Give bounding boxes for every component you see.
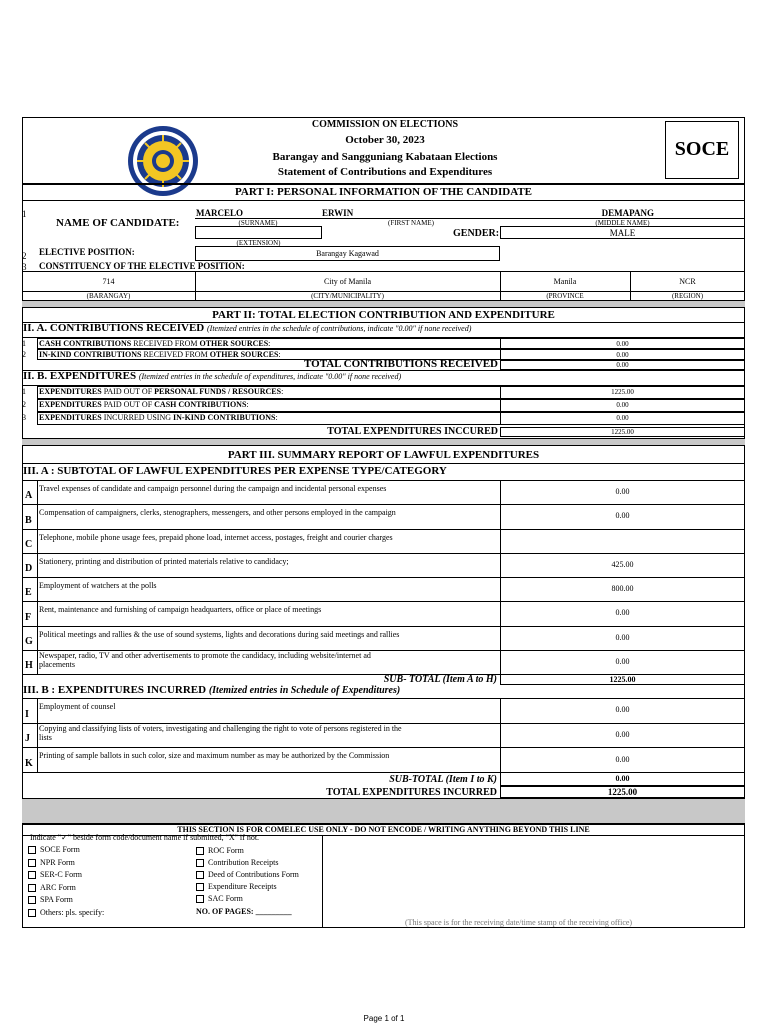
part2a-heading <box>23 322 471 334</box>
label-bold: PERSONAL FUNDS / RESOURCES <box>154 387 282 396</box>
row-line <box>22 577 745 578</box>
item-letter: H <box>25 660 33 671</box>
item-description: Employment of counsel <box>39 702 116 711</box>
subtotal-b-cell <box>500 772 745 786</box>
row-value: 0.00 <box>616 351 629 359</box>
row-value: 1225.00 <box>611 388 634 396</box>
barangay-value: 714 <box>102 277 115 286</box>
page-number: Page 1 of 1 <box>363 1014 405 1023</box>
city-caption: (CITY/MUNICIPALITY) <box>311 292 384 300</box>
extension-field[interactable] <box>195 226 322 239</box>
total-contributions-value: 0.00 <box>616 361 629 369</box>
middle-name-caption: (MIDDLE NAME) <box>595 219 650 227</box>
item-value: 0.00 <box>615 632 630 642</box>
stamp-space-note: (This space is for the receiving date/time stamp of the receiving office) <box>405 918 633 927</box>
label-text: : <box>275 413 278 422</box>
checkbox-label: ROC Form <box>208 846 244 855</box>
agency-name: COMMISSION ON ELECTIONS <box>311 119 459 130</box>
pages-field[interactable] <box>196 907 292 916</box>
item-description: Telephone, mobile phone usage fees, prepaid phone load, internet access, postages, freight and courier charges <box>39 532 393 542</box>
checkbox-label: Expenditure Receipts <box>208 882 277 891</box>
form-code: SOCE <box>674 138 730 160</box>
row-value: 0.00 <box>616 401 629 409</box>
form-code-box <box>665 121 739 179</box>
checkbox-item[interactable] <box>196 870 299 879</box>
name-label: NAME OF CANDIDATE: <box>56 217 180 229</box>
item-letter: F <box>25 611 32 623</box>
checkbox-item[interactable] <box>28 845 80 854</box>
label-text: : <box>246 400 249 409</box>
row-number: 2 <box>22 400 26 409</box>
barangay-caption: (BARANGAY) <box>86 292 131 300</box>
subtotal-b-label: SUB-TOTAL (Item I to K) <box>389 774 497 785</box>
item-value: 425.00 <box>611 559 634 569</box>
checkbox-label: Deed of Contributions Form <box>208 870 299 879</box>
item-letter: D <box>25 563 33 574</box>
checkbox-item[interactable] <box>196 882 277 891</box>
checkbox-icon[interactable] <box>196 859 204 867</box>
grand-total-label: TOTAL EXPENDITURES INCURRED <box>326 787 497 798</box>
checkbox-label: SPA Form <box>40 895 73 904</box>
city-value: City of Manila <box>323 277 372 286</box>
row-line <box>22 504 745 505</box>
label-text: PAID OUT OF <box>101 400 155 409</box>
label-bold: OTHER SOURCES <box>209 350 279 359</box>
label-text: RECEIVED FROM <box>141 350 210 359</box>
row-line <box>22 626 745 627</box>
comelec-instruction: Indicate "✓" beside form code/document name if submitted, "X" if not. <box>30 833 260 842</box>
total-expenditures-label: TOTAL EXPENDITURES INCCURED <box>327 426 498 437</box>
item-description: Employment of watchers at the polls <box>39 581 157 590</box>
part2b-title: II. B. EXPENDITURES <box>23 370 137 382</box>
subtotal-a-cell <box>500 674 745 685</box>
comelec-section-title: THIS SECTION IS FOR COMELEC USE ONLY - DO NOT ENCODE / WRITING ANYTHING BEYOND THIS LINE <box>177 825 590 834</box>
checkbox-icon[interactable] <box>28 859 36 867</box>
item-letter: A <box>25 490 33 502</box>
checkbox-item[interactable] <box>28 858 75 867</box>
item-letter: G <box>25 635 33 647</box>
item-value: 800.00 <box>611 584 634 594</box>
checkbox-label: SER-C Form <box>40 870 83 879</box>
label-bold: EXPENDITURES <box>39 413 102 422</box>
item-letter: B <box>25 514 32 526</box>
row-number: 3 <box>22 262 27 272</box>
total-expenditures-cell <box>500 427 745 437</box>
row-number: 1 <box>22 339 26 348</box>
position-label: ELECTIVE POSITION: <box>39 247 135 257</box>
separator-band <box>22 799 745 823</box>
checkbox-icon[interactable] <box>196 895 204 903</box>
region-caption: (REGION) <box>671 292 704 300</box>
total-contributions-cell <box>500 360 745 370</box>
total-contributions-label: TOTAL CONTRIBUTIONS RECEIVED <box>304 358 498 370</box>
checkbox-item[interactable] <box>28 895 73 904</box>
item-letter: I <box>25 708 29 720</box>
item-value: 0.00 <box>615 656 630 666</box>
pages-label: NO. OF PAGES: <box>196 907 254 916</box>
extension-caption: (EXTENSION) <box>236 239 281 247</box>
item-description: Travel expenses of candidate and campaign personnel during the campaign and incidental personal expenses <box>39 484 387 493</box>
row-number: 2 <box>22 251 27 261</box>
election-date: October 30, 2023 <box>345 134 425 146</box>
checkbox-label: SAC Form <box>208 894 243 903</box>
label-text: RECEIVED FROM <box>131 339 200 348</box>
label-bold: OTHER SOURCES <box>199 339 269 348</box>
item-description: Rent, maintenance and furnishing of campaign headquarters, office or place of meetings <box>39 605 322 615</box>
item-value: 0.00 <box>615 487 630 497</box>
surname-value: MARCELO <box>196 208 243 218</box>
grand-total-cell <box>500 786 745 798</box>
label-bold: IN-KIND CONTRIBUTIONS <box>39 350 142 359</box>
label-bold: CASH CONTRIBUTIONS <box>39 339 132 348</box>
label-text: : <box>281 387 284 396</box>
checkbox-item[interactable] <box>196 894 243 903</box>
item-value: 0.00 <box>615 511 630 521</box>
row-line <box>22 553 745 554</box>
checkbox-item[interactable] <box>28 883 76 892</box>
label-text: : <box>268 339 271 348</box>
gender-value: MALE <box>609 228 636 238</box>
checkbox-label: Contribution Receipts <box>208 858 279 867</box>
checkbox-icon[interactable] <box>196 847 204 855</box>
row-value: 0.00 <box>616 340 629 348</box>
separator-band <box>22 438 745 445</box>
part2b-heading <box>23 370 401 382</box>
item-description: Compensation of campaigners, clerks, stenographers, messengers, and other persons employed in the campaign <box>39 508 396 518</box>
checkbox-item[interactable] <box>196 858 278 867</box>
checkbox-icon[interactable] <box>28 909 36 917</box>
region-value: NCR <box>679 277 696 286</box>
total-expenditures-value: 1225.00 <box>611 428 634 436</box>
item-letter: E <box>25 587 32 599</box>
checkbox-icon[interactable] <box>28 871 36 879</box>
province-caption: (PROVINCE <box>546 292 584 300</box>
gender-field[interactable] <box>500 226 745 239</box>
checkbox-item[interactable] <box>196 846 244 855</box>
subtotal-b-value: 0.00 <box>615 774 630 783</box>
surname-caption: (SURNAME) <box>238 219 278 227</box>
label-bold: EXPENDITURES <box>39 387 102 396</box>
first-name-value: ERWIN <box>322 208 354 218</box>
label-bold: CASH CONTRIBUTIONS <box>154 400 247 409</box>
row-number: 1 <box>22 209 27 219</box>
part3-title: PART III. SUMMARY REPORT OF LAWFUL EXPENDITURES <box>227 449 540 461</box>
row-line <box>22 529 745 530</box>
item-letter: K <box>25 757 33 769</box>
item-value: 0.00 <box>615 729 630 739</box>
subtotal-a-value: 1225.00 <box>609 675 636 684</box>
first-name-caption: (FIRST NAME) <box>388 219 434 227</box>
checkbox-label: NPR Form <box>40 857 75 867</box>
part3b-title: III. B : EXPENDITURES INCURRED <box>23 684 207 696</box>
item-description: Copying and classifying lists of voters, investigating and challenging the right to vote of persons registered in the <box>39 723 402 733</box>
row-number: 3 <box>22 413 26 422</box>
row-line <box>22 747 745 748</box>
pages-blank: _________ <box>255 907 292 916</box>
item-description: Stationery, printing and distribution of printed materials relative to candidacy; <box>39 556 289 566</box>
checkbox-label: SOCE Form <box>40 845 80 854</box>
label-text: : <box>278 350 281 359</box>
part2b-note: (Itemized entries in the schedule of expenditures, indicate "0.00" if none received) <box>138 372 402 381</box>
checkbox-label: Others: pls. specify: <box>40 907 105 917</box>
checkbox-icon[interactable] <box>196 883 204 891</box>
row-number: 1 <box>22 387 26 396</box>
row-value: 0.00 <box>616 414 629 422</box>
checkbox-item[interactable] <box>28 870 82 879</box>
grand-total-value: 1225.00 <box>607 787 638 797</box>
part1-title: PART I: PERSONAL INFORMATION OF THE CANDIDATE <box>234 186 533 198</box>
label-text: INCURRED USING <box>101 413 174 422</box>
part3b-note: (Itemized entries in Schedule of Expenditures) <box>208 685 401 696</box>
part2a-title: II. A. CONTRIBUTIONS RECEIVED <box>23 322 205 334</box>
position-value: Barangay Kagawad <box>316 249 379 258</box>
part2-title: PART II: TOTAL ELECTION CONTRIBUTION AND EXPENDITURE <box>212 309 555 321</box>
item-description: placements <box>39 659 75 669</box>
gender-label: GENDER: <box>453 228 500 239</box>
label-bold: EXPENDITURES <box>39 400 102 409</box>
checkbox-icon[interactable] <box>28 884 36 892</box>
middle-name-value: DEMAPANG <box>601 208 654 218</box>
checkbox-icon[interactable] <box>196 871 204 879</box>
label-bold: IN-KIND CONTRIBUTIONS <box>173 413 276 422</box>
checkbox-item[interactable] <box>28 908 104 917</box>
province-value: Manila <box>553 277 577 286</box>
part3a-title: III. A : SUBTOTAL OF LAWFUL EXPENDITURES PER EXPENSE TYPE/CATEGORY <box>23 465 447 477</box>
checkbox-label: ARC Form <box>40 882 76 892</box>
part3b-heading <box>23 684 400 696</box>
election-name: Barangay and Sangguniang Kabataan Elections <box>272 151 498 163</box>
item-description: Newspaper, radio, TV and other advertisements to promote the candidacy, including website/internet ad <box>39 650 371 660</box>
row-number: 2 <box>22 350 26 359</box>
separator-band <box>22 300 745 307</box>
statement-title: Statement of Contributions and Expenditures <box>277 166 493 178</box>
item-letter: C <box>25 538 33 550</box>
item-description: Political meetings and rallies & the use of sound systems, lights and decorations during said meetings and rallies <box>39 629 400 639</box>
item-value: 0.00 <box>615 608 630 618</box>
checkbox-icon[interactable] <box>28 846 36 854</box>
constituency-label: CONSTITUENCY OF THE ELECTIVE POSITION: <box>39 261 245 271</box>
part2a-note: (Itemized entries in the schedule of contributions, indicate "0.00" if none received) <box>207 324 472 333</box>
item-description: Printing of sample ballots in such color, size and maximum number as may be authorized by the Commission <box>39 751 390 761</box>
position-field[interactable] <box>195 246 500 261</box>
subtotal-a-label: SUB- TOTAL (Item A to H) <box>383 674 497 685</box>
item-value: 0.00 <box>615 754 630 764</box>
row-line <box>22 601 745 602</box>
checkbox-icon[interactable] <box>28 896 36 904</box>
item-description: lists <box>39 732 52 742</box>
label-text: PAID OUT OF <box>101 387 155 396</box>
item-value: 0.00 <box>615 705 630 715</box>
item-letter: J <box>25 733 30 745</box>
